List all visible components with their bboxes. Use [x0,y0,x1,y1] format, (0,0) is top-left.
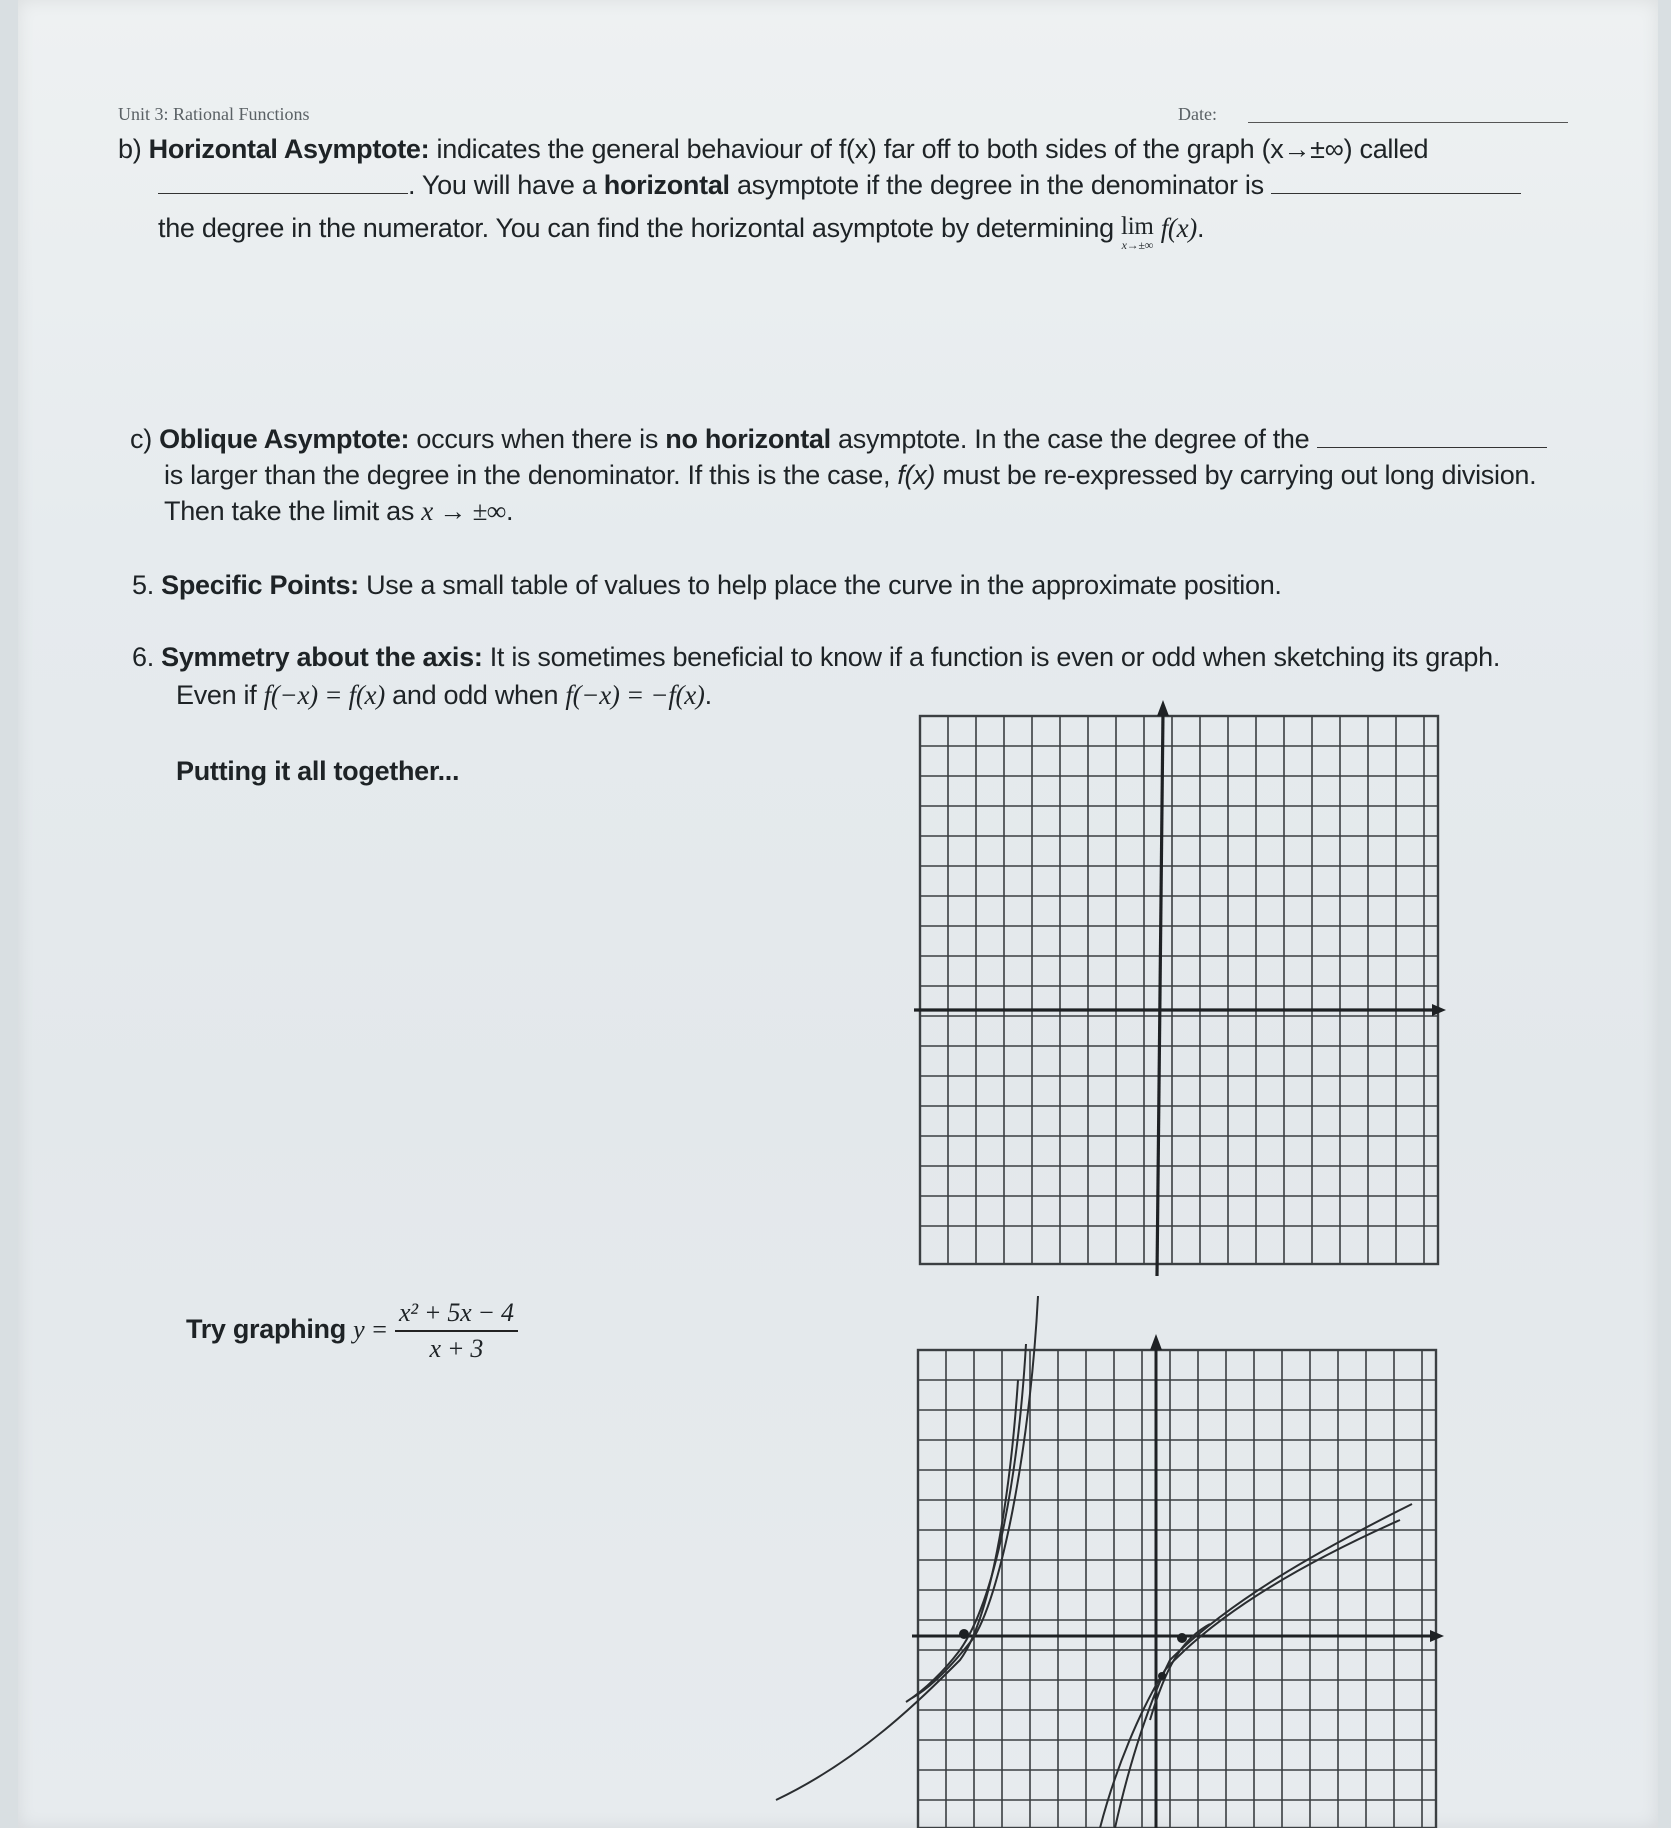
pencil-sketch-curves [776,1296,1412,1828]
try-graphing-label: Try graphing [186,1314,354,1345]
grid-2-lines [918,1350,1436,1828]
odd-equation: f(−x) = −f(x) [565,680,705,710]
lim-word: lim [1121,213,1154,240]
item-6-text-1: It is sometimes beneficial to know if a function is even or odd when sketching its graph. [482,642,1501,672]
section-b-period: . [1196,213,1205,243]
lim-subscript: x→±∞ [1121,238,1153,252]
section-c-text-1b: asymptote. In the case the degree of the [830,424,1310,454]
lim-function: f(x) [1160,213,1197,243]
oblique-asymptote-term: Oblique Asymptote: [159,424,410,454]
date-label: Date: [1178,104,1217,124]
item-5-number: 5. [132,570,154,600]
section-b-text-2b: asymptote if the degree in the denominator is [729,170,1264,200]
item-6-period: . [704,680,712,710]
item-6-text-2a: Even if [176,680,264,710]
item-5-text: Use a small table of values to help place the curve in the approximate position. [358,570,1282,600]
unit-title: Unit 3: Rational Functions [118,104,310,124]
fx-italic: f(x) [897,460,936,490]
horizontal-asymptote-term: Horizontal Asymptote: [148,134,430,164]
item-6-text-2b: and odd when [384,680,566,710]
putting-it-together: Putting it all together... [176,756,460,786]
horizontal-bold: horizontal [603,170,730,200]
even-equation: f(−x) = f(x) [263,680,385,710]
no-horizontal-bold: no horizontal [665,424,831,454]
section-c-text-2a: is larger than the degree in the denominator. If this is the case, [164,460,898,490]
specific-points-term: Specific Points: [161,570,359,600]
fraction-denominator: x + 3 [429,1334,484,1363]
symmetry-term: Symmetry about the axis: [161,642,483,672]
section-c-marker: c) [130,424,152,454]
section-c-text-2b: must be re-expressed by carrying out long division. [935,460,1537,490]
fraction-numerator: x² + 5x − 4 [395,1298,518,1332]
section-b-text-3: the degree in the numerator. You can find the horizontal asymptote by determining [158,213,1122,243]
section-c-period: . [506,496,514,526]
equation-lhs: y = [353,1315,388,1345]
limit-x-to-infinity: x → ±∞ [421,496,506,526]
grid-2-axes [912,1334,1444,1828]
section-b-text-2a: . You will have a [408,170,604,200]
section-b-text-1: indicates the general behaviour of f(x) far off to both sides of the graph (x→±∞) called [429,134,1429,164]
section-c-text-1a: occurs when there is [409,424,666,454]
section-b-marker: b) [118,134,142,164]
section-c-text-3: Then take the limit as [164,496,422,526]
item-6-number: 6. [132,642,154,672]
worksheet-page [18,0,1658,1828]
